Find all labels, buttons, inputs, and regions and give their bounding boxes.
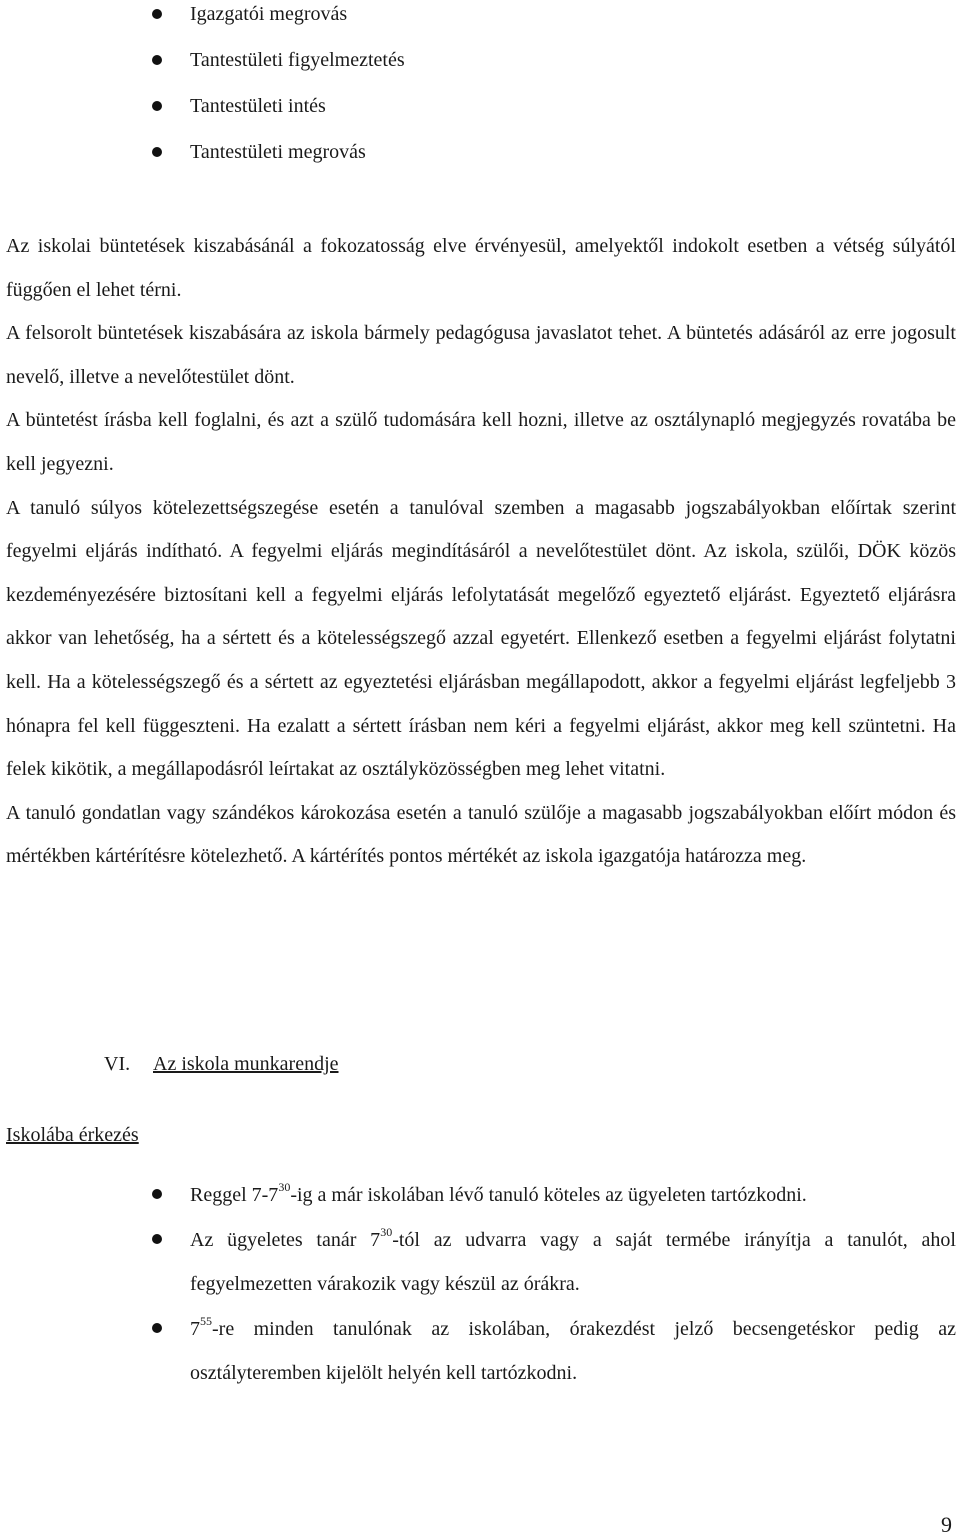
list-item: Tantestületi megrovás	[0, 138, 960, 184]
penalty-list	[0, 0, 960, 184]
section-number: VI.	[104, 1053, 131, 1075]
list-item: $7^{55}-re$ minden tanulónak az iskolában, órakezdést jelző becsengetéskor pedig az osztályteremben kijelölt helyén kell tartózkodni.	[0, 1307, 960, 1395]
list-item: Igazgatói megrovás	[0, 0, 960, 46]
subheading: Iskolába érkezés	[6, 1124, 139, 1146]
list-item: Az ügyeletes tanár $7^{30}$-tól az udvarra vagy a saját termébe irányítja a tanulót, ahol fegyelmezetten várakozik vagy készül az órákra.	[0, 1218, 960, 1306]
bullet-icon	[152, 9, 162, 19]
paragraph: A felsorolt büntetések kiszabására az iskola bármely pedagógusa javaslatot tehet. A büntetés adásáról az erre jogosult nevelő, illetve a nevelőtestület dönt.	[6, 322, 956, 388]
list-item: Tantestületi figyelmeztetés	[0, 46, 960, 92]
paragraph: A tanuló súlyos kötelezettségszegése esetén a tanulóval szemben a magasabb jogszabályokban előírtak szerint fegyelmi eljárás indítható. A fegyelmi eljárás megindításáról a nevelőtestület dönt. Az iskola, szülői, DÖK közös kezdeményezésére biztosítani kell a fegyelmi eljárás lefolytatását megelőző egyeztető eljárást. Egyeztető eljárásra akkor van lehetőség, ha a sértett és a kötelességszegő azzal egyetért. Ellenkező esetben a fegyelmi eljárást folytatni kell. Ha a kötelességszegő és a sértett az egyeztetési eljárásban megállapodott, akkor a fegyelmi eljárást legfeljebb 3 hónapra fel kell függeszteni. Ha ezalatt a sértett írásban nem kéri a fegyelmi eljárást, akkor meg kell szüntetni. Ha felek kikötik, a megállapodásról leírtakat az osztályközösségben meg lehet vitatni.	[6, 496, 956, 781]
bullet-icon	[152, 1234, 162, 1244]
bullet-icon	[152, 1323, 162, 1333]
bullet-icon	[152, 101, 162, 111]
bullet-icon	[152, 147, 162, 157]
page-number: 9	[941, 1512, 952, 1537]
paragraph: A büntetést írásba kell foglalni, és azt a szülő tudomására kell hozni, illetve az osztálynapló megjegyzés rovatába be kell jegyezni.	[6, 409, 956, 475]
bullet-icon	[152, 1189, 162, 1199]
bullet-icon	[152, 55, 162, 65]
list-item: Tantestületi intés	[0, 92, 960, 138]
arrival-rules-list	[0, 1173, 960, 1396]
list-item: Reggel $7-7^{30}-ig$ a már iskolában lévő tanuló köteles az ügyeleten tartózkodni.	[0, 1173, 960, 1217]
paragraph: A tanuló gondatlan vagy szándékos károkozása esetén a tanuló szülője a magasabb jogszabályokban előírt módon és mértékben kártérítésre kötelezhető. A kártérítés pontos mértékét az iskola igazgatója határozza meg.	[6, 801, 956, 868]
body-text	[6, 225, 956, 879]
section-title: Az iskola munkarendje	[153, 1053, 339, 1075]
section-heading	[104, 1049, 339, 1079]
paragraph: Az iskolai büntetések kiszabásánál a fokozatosság elve érvényesül, amelyektől indokolt esetben a vétség súlyától függően el lehet térni.	[6, 235, 956, 301]
